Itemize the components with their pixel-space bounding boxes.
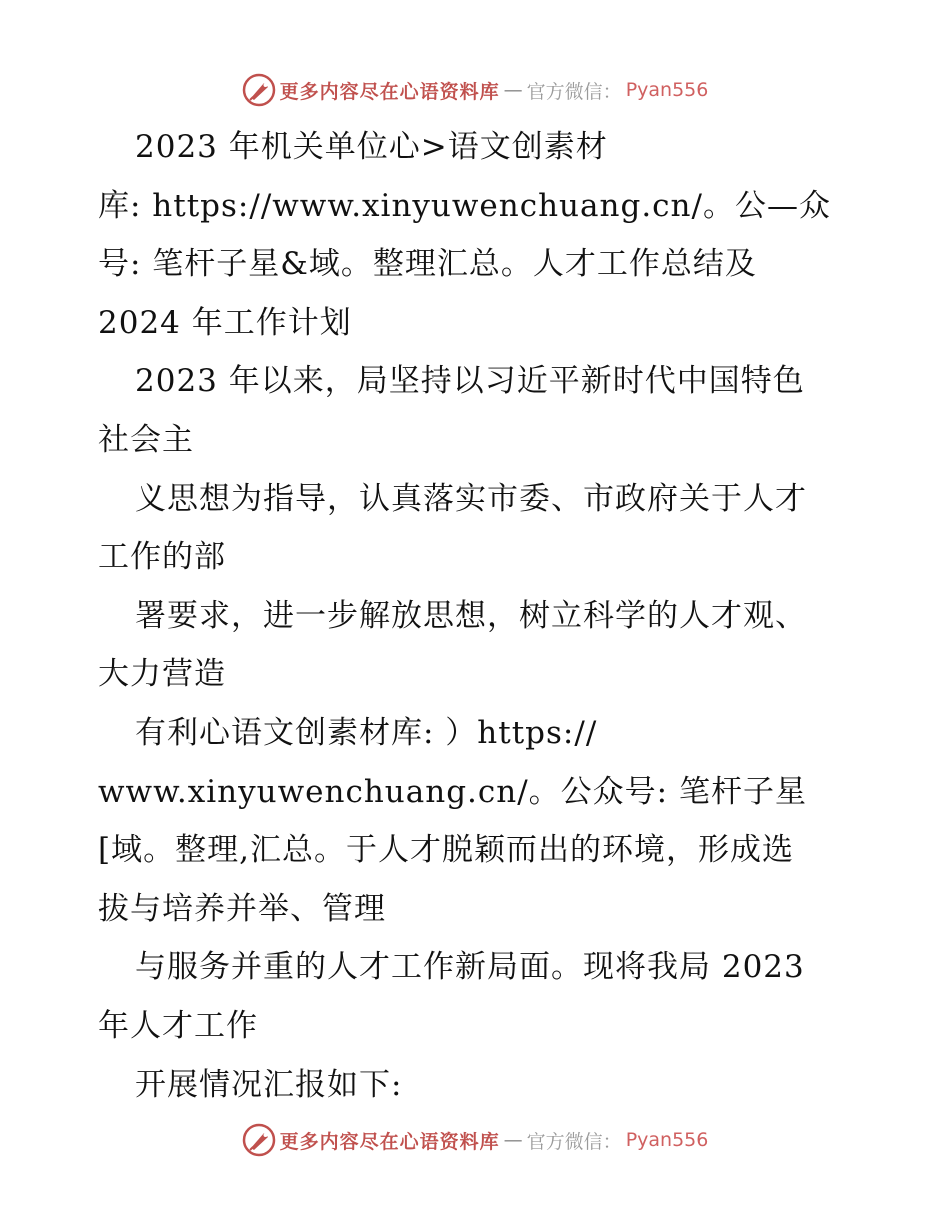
body-line: 与服务并重的人才工作新局面。现将我局 2023 <box>135 949 805 986</box>
banner-wechat-id: Pyan556 <box>625 79 709 101</box>
banner-label: 官方微信： <box>526 80 622 103</box>
body-line: 社会主 <box>98 421 194 458</box>
body-line: 2023 年机关单位心>语文创素材 <box>135 129 608 165</box>
pen-nib-logo-icon <box>242 73 276 107</box>
document-body <box>98 118 858 1114</box>
body-line: 大力营造 <box>98 656 226 693</box>
body-line: 号: 笔杆子星&域。整理汇总。人才工作总结及 <box>98 246 757 283</box>
body-line: www.xinyuwenchuang.cn/。公众号: 笔杆子星 <box>98 773 807 810</box>
body-line: 2023 年以来，局坚持以习近平新时代中国特色 <box>135 363 805 400</box>
body-line: 义思想为指导，认真落实市委、市政府关于人才 <box>135 480 807 517</box>
banner-dash: — <box>503 79 523 101</box>
header-banner <box>0 70 950 110</box>
body-line: 库: https://www.xinyuwenchuang.cn/。公—众 <box>98 187 831 224</box>
header-banner-inner <box>242 73 709 107</box>
body-line: 署要求，进一步解放思想，树立科学的人才观、 <box>135 597 807 634</box>
banner-wechat-id: Pyan556 <box>625 1129 709 1151</box>
banner-main-text: 更多内容尽在心语资料库 <box>279 80 500 103</box>
banner-main-text: 更多内容尽在心语资料库 <box>279 1130 500 1153</box>
body-line: 2024 年工作计划 <box>98 304 352 341</box>
body-line: 年人才工作 <box>98 1007 258 1044</box>
body-line: 有利心语文创素材库: ）https:// <box>135 714 598 751</box>
banner-label: 官方微信： <box>526 1130 622 1153</box>
body-line: [域。整理,汇总。于人才脱颖而出的环境，形成选 <box>98 832 794 869</box>
footer-banner-inner <box>242 1123 709 1157</box>
footer-banner <box>0 1120 950 1160</box>
body-line: 工作的部 <box>98 539 226 576</box>
banner-dash: — <box>503 1129 523 1151</box>
pen-nib-logo-icon <box>242 1123 276 1157</box>
body-line: 拔与培养并举、管理 <box>98 890 386 927</box>
body-line: 开展情况汇报如下: <box>135 1066 403 1103</box>
